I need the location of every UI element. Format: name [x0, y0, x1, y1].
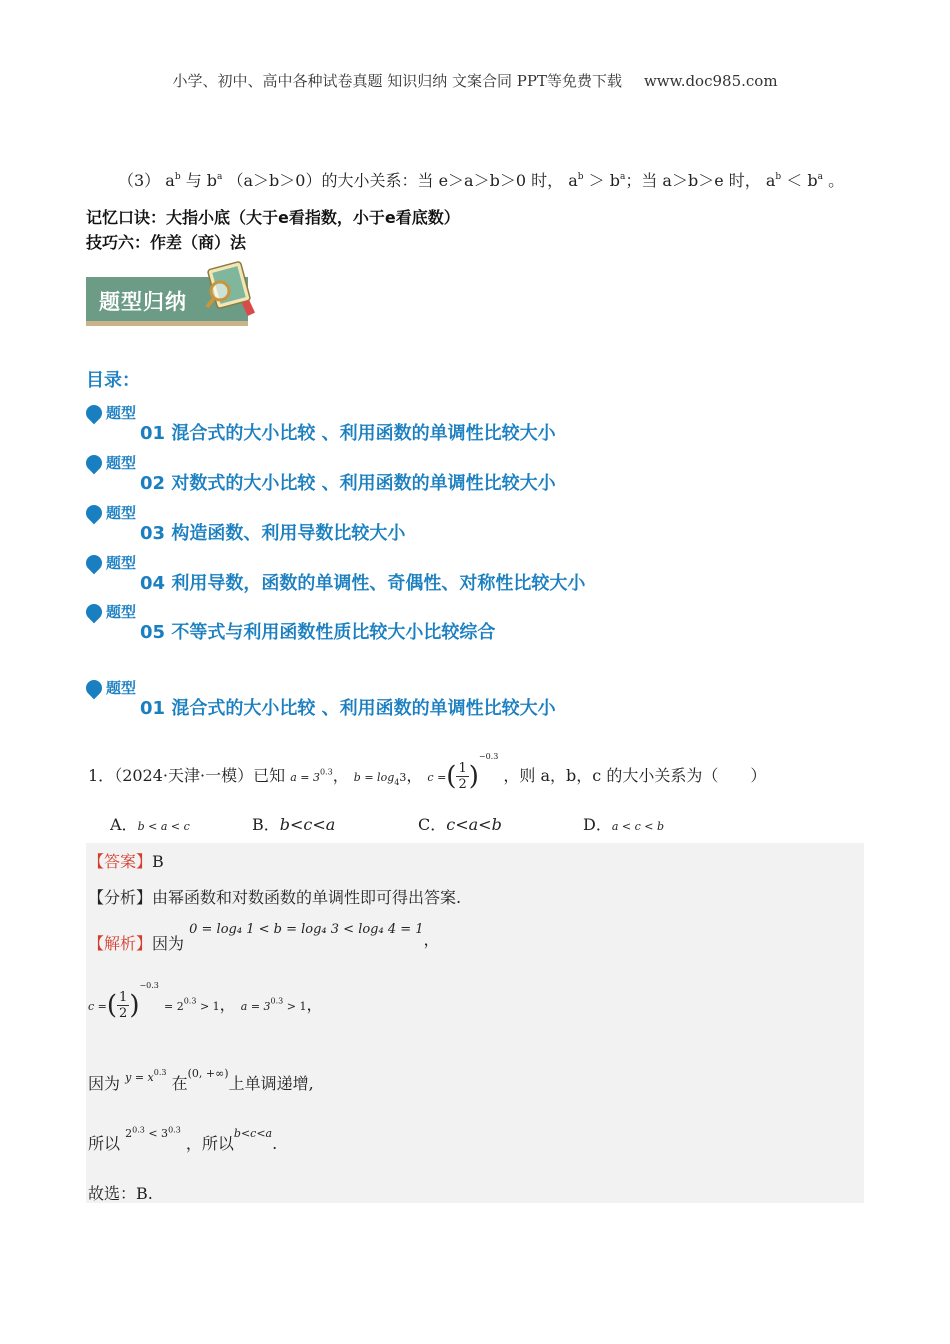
- cmp2-exp2: a: [817, 172, 823, 182]
- toc-item-text: 04 利用导数，函数的单调性、奇偶性、对称性比较大小: [140, 573, 586, 594]
- step2-a-gt: > 1: [283, 1000, 307, 1013]
- section-pin-label: 题型: [106, 679, 137, 697]
- toc-item-text: 03 构造函数、利用导数比较大小: [140, 523, 406, 544]
- option-a[interactable]: [110, 812, 190, 835]
- option-text: c<a<b: [446, 815, 502, 834]
- step4-mid: ，所以: [185, 1134, 234, 1153]
- solution-intro: 因为: [152, 934, 185, 953]
- step2-rest-exp: 0.3: [183, 996, 197, 1006]
- solution-tag: 【解析】: [88, 934, 153, 953]
- location-pin-icon: [83, 601, 106, 624]
- rule-exp-a: a: [217, 172, 223, 182]
- toc-item[interactable]: [86, 505, 786, 545]
- location-pin-icon: [83, 452, 106, 475]
- book-magnifier-icon: [204, 255, 264, 317]
- location-pin-icon: [83, 402, 106, 425]
- toc-item[interactable]: [86, 555, 786, 595]
- toc-item-text: 01 混合式的大小比较 、利用函数的单调性比较大小: [140, 423, 556, 444]
- rule-base-a: a: [165, 171, 175, 190]
- location-pin-icon: [83, 552, 106, 575]
- step3-pre: 因为: [88, 1074, 121, 1093]
- a-expression: a = 3: [290, 771, 320, 784]
- step2-c: c =: [88, 1000, 107, 1013]
- option-c[interactable]: [418, 812, 502, 835]
- location-pin-icon: [83, 677, 106, 700]
- a-exponent: 0.3: [319, 767, 333, 777]
- toc-item[interactable]: [86, 604, 786, 644]
- step2-a-exp: 0.3: [270, 996, 284, 1006]
- cmp1-base2: b: [609, 171, 620, 190]
- b-expression: b = log: [353, 771, 395, 784]
- option-b[interactable]: [252, 812, 335, 835]
- step3-post: 上单调递增,: [228, 1074, 314, 1093]
- step2-gt: > 1: [196, 1000, 220, 1013]
- rule-mid: ；当 a＞b＞e 时，: [625, 171, 761, 190]
- option-label: C．: [418, 815, 447, 834]
- question-tail: ，则 a，b，c 的大小关系为（ ）: [503, 766, 767, 785]
- section-heading: [86, 680, 786, 720]
- rule-3-line: [118, 168, 844, 191]
- toc-pin-label: 题型: [106, 554, 137, 572]
- c-numerator: 1: [458, 761, 467, 776]
- toc-pin-label: 题型: [106, 603, 137, 621]
- option-label: B．: [252, 815, 280, 834]
- option-text: b < a < c: [137, 820, 190, 833]
- answer-line: [88, 849, 164, 872]
- step4-left-exp: 0.3: [132, 1125, 145, 1135]
- step4-right-exp: 0.3: [168, 1125, 181, 1135]
- cmp2-base2: b: [807, 171, 818, 190]
- c-denominator: 2: [458, 777, 467, 792]
- step4-left: 2: [125, 1127, 133, 1140]
- cmp2-exp: b: [775, 172, 782, 182]
- step4-pre: 所以: [88, 1134, 121, 1153]
- location-pin-icon: [83, 502, 106, 525]
- question-source: （2024·天津·一模）已知: [114, 766, 286, 785]
- analysis-tag: 【分析】: [88, 888, 153, 907]
- b-log-base: 4: [394, 778, 400, 788]
- option-d[interactable]: [583, 812, 664, 835]
- toc-item-text: 05 不等式与利用函数性质比较大小比较综合: [140, 622, 496, 643]
- analysis-line: [88, 885, 461, 908]
- option-label: D．: [583, 815, 612, 834]
- step3-func: y = x: [125, 1071, 154, 1084]
- rule-base-b: b: [206, 171, 218, 190]
- step3-interval: (0, +∞): [187, 1067, 229, 1080]
- step2-numerator: 1: [119, 990, 128, 1005]
- step2-line: c =( $\frac{1}{2}$ )$^{-0.3} = 2^{0.3} > 1$， $a = 3^{0.3} > 1$，: [88, 981, 323, 1021]
- rule-exp-b: b: [174, 172, 181, 182]
- step1-expression: 0 = log₄ 1 < b = log₄ 3 < log₄ 4 = 1: [189, 922, 424, 937]
- cmp2-base: a: [765, 171, 776, 190]
- question-1: 1．（2024·天津·一模）已知 $a = 3^{0.3}$， $b = \log_43$， c =( $\frac{1}{2}$ )$^{-0.3}$ ，则 a，b，c 的大小关系为（ ）: [88, 752, 767, 792]
- rule-condition: （a＞b＞0）的大小关系：当 e＞a＞b＞0 时，: [227, 171, 564, 190]
- cmp1-exp: b: [577, 172, 584, 182]
- analysis-text: 由幂函数和对数函数的单调性即可得出答案.: [152, 888, 462, 907]
- step3-in: 在: [171, 1074, 188, 1093]
- page-header: [0, 70, 950, 91]
- toc-item[interactable]: [86, 455, 786, 495]
- option-text: b<c<a: [279, 815, 336, 834]
- rule-prefix: （3）: [118, 171, 161, 190]
- cmp1-base: a: [568, 171, 578, 190]
- toc-pin-label: 题型: [106, 454, 137, 472]
- toc-title: 目录：: [86, 370, 140, 391]
- section-banner: [86, 255, 251, 325]
- answer-value: B: [152, 852, 164, 871]
- cmp2-op: ＜: [786, 171, 803, 190]
- section-title: 01 混合式的大小比较 、利用函数的单调性比较大小: [140, 698, 556, 719]
- solution-line: 【解析】因为 $^{0 = log_4 1 < b = log_4 3 < log_4 4 = 1}$，: [88, 922, 440, 953]
- cmp1-exp2: a: [619, 172, 626, 182]
- step4-line: 所以 $^{2^{0.3} < 3^{0.3}}$ ，所以$^{b<c<a}$.: [88, 1125, 278, 1153]
- answer-tag: 【答案】: [88, 852, 153, 871]
- toc-pin-label: 题型: [106, 404, 137, 422]
- toc-item[interactable]: [86, 405, 786, 445]
- question-number: 1．: [88, 766, 115, 785]
- option-text: a < c < b: [611, 820, 665, 833]
- technique-six: 技巧六：作差（商）法: [86, 233, 247, 252]
- step4-op: < 3: [144, 1127, 169, 1140]
- b-log-arg: 3: [399, 771, 407, 784]
- banner-text: 题型归纳: [99, 290, 187, 314]
- step2-denominator: 2: [119, 1006, 128, 1021]
- mnemonic: 记忆口诀：大指小底（大于e看指数，小于e看底数）: [86, 208, 460, 227]
- cmp1-op: ＞: [588, 171, 605, 190]
- header-url[interactable]: www.doc985.com: [643, 72, 778, 90]
- option-label: A．: [110, 815, 138, 834]
- step2-a: a = 3: [240, 1000, 271, 1013]
- rule-end: 。: [828, 171, 845, 190]
- toc-item-text: 02 对数式的大小比较 、利用函数的单调性比较大小: [140, 473, 556, 494]
- step3-func-exp: 0.3: [153, 1067, 167, 1077]
- conclusion: 故选：B.: [88, 1184, 153, 1203]
- rule-and: 与: [185, 171, 202, 190]
- c-lhs: c =: [427, 771, 447, 784]
- step4-result: b<c<a: [233, 1127, 273, 1140]
- toc-pin-label: 题型: [106, 504, 137, 522]
- header-text: 小学、初中、高中各种试卷真题 知识归纳 文案合同 PPT等免费下载: [172, 72, 622, 90]
- step3-line: [88, 1067, 314, 1094]
- answer-box: [86, 843, 864, 1203]
- c-exponent: −0.3: [478, 752, 499, 761]
- step2-rest: = 2: [164, 1000, 184, 1013]
- step2-exponent: −0.3: [139, 981, 159, 990]
